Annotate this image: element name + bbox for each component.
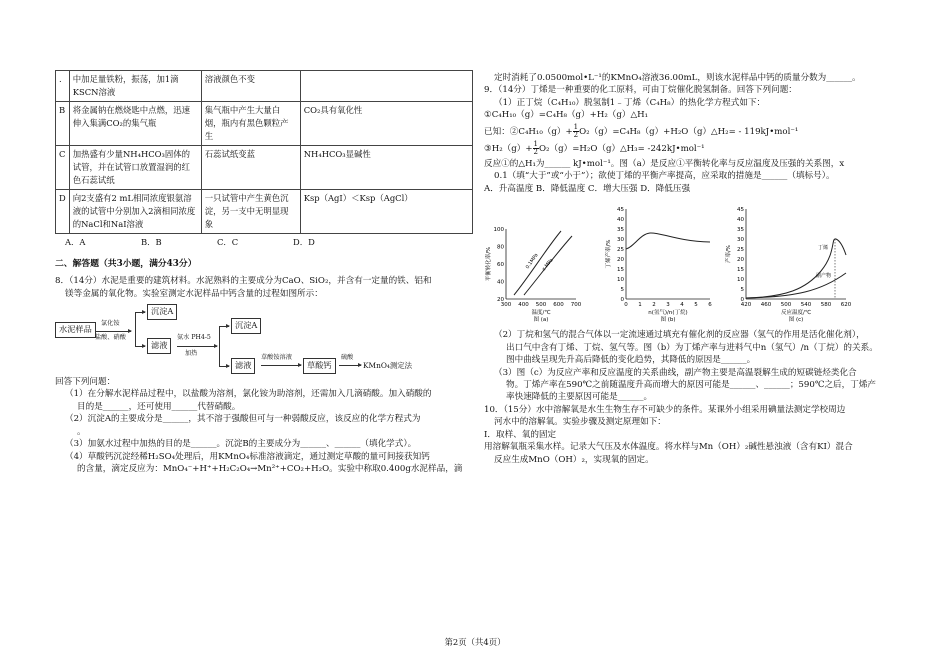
flow-precipitate-a: 沉淀A xyxy=(147,304,177,320)
q8-sub1-cont: 目的是______，还可使用______代替硝酸。 xyxy=(77,401,241,412)
q9-equation-3 xyxy=(484,141,904,156)
chart-a-y-label: 平衡转化率/% xyxy=(486,246,492,282)
q10-intro-cont: 河水中的溶解氧。实验步骤及测定原理如下： xyxy=(494,417,666,428)
q9-sub2-end: 图中曲线呈现先升高后降低的变化趋势，其降低的原因是______。 xyxy=(506,355,756,366)
eq2-pre: 已知：②C₄H₁₀（g）+ xyxy=(484,126,573,137)
chart-c-x-label: 反应温度/℃ xyxy=(780,310,812,317)
chart-a-series-1 xyxy=(514,231,561,295)
q9-equation-1: ①C₄H₁₀（g）=C₄H₈（g）+H₂（g）△H₁ xyxy=(484,110,649,121)
chart-b-y-tick: 40 xyxy=(617,217,624,224)
table-row xyxy=(56,146,473,190)
eq2-post: O₂（g）=C₄H₈（g）+H₂O（g）△H₂= - 119kJ•mol⁻¹ xyxy=(579,126,799,137)
chart-a-x-tick: 700 xyxy=(570,302,582,309)
row-phenomenon: 石蕊试纸变蓝 xyxy=(201,146,300,190)
q10-step1-title: Ⅰ．取样、氧的固定 xyxy=(484,429,557,440)
chart-c-x-tick: 540 xyxy=(800,302,812,309)
flow-label-ammonia: 氨水 PH4-5 xyxy=(177,334,211,342)
chart-b-x-tick: 0 xyxy=(624,302,628,309)
row-key: D xyxy=(56,190,70,234)
flow-arrow xyxy=(135,312,145,313)
q9-sub3: （3）图（c）为反应产率和反应温度的关系曲线，副产物主要是高温裂解生成的短碳链烃类化合 xyxy=(494,367,857,378)
chart-a-x-tick: 300 xyxy=(500,302,512,309)
row-operation: 将金属钠在燃烧匙中点燃，迅速伸入集满CO₂的集气瓶 xyxy=(69,102,201,146)
flow-label-heat: 加热 xyxy=(185,350,198,358)
chart-b-y-tick: 25 xyxy=(617,247,624,254)
flow-sample: 水泥样品 xyxy=(55,322,96,338)
chart-a-x-tick: 600 xyxy=(553,302,564,309)
choice-b[interactable]: B．B xyxy=(141,237,162,248)
q9-sub3-cont: 物。丁烯产率在590℃之前随温度升高而增大的原因可能是______、______；590℃之后，丁烯产 xyxy=(506,379,877,390)
chart-c-y-tick: 20 xyxy=(737,257,744,264)
chart-b-y-tick: 5 xyxy=(620,287,624,294)
chart-c-series-label: 丁烯 xyxy=(818,245,829,252)
q8-sub4-cont: 的含量，滴定反应为：MnO₄⁻+H⁺+H₂C₂O₄→Mn²⁺+CO₂+H₂O。实验中称取0.400g水泥样品，滴 xyxy=(77,464,463,475)
row-conclusion: Ksp（AgI）＜Ksp（AgCl） xyxy=(300,190,472,234)
chart-b-y-tick: 30 xyxy=(617,237,624,244)
chart-c-y-tick: 30 xyxy=(737,237,744,244)
choice-a[interactable]: A．A xyxy=(65,237,86,248)
flow-arrow xyxy=(219,366,229,367)
q8-sub1: （1）在分解水泥样品过程中，以盐酸为溶剂，氯化铵为助溶剂，还需加入几滴硝酸。加入硝酸的 xyxy=(65,389,432,400)
chart-a-x-label: 温度/℃ xyxy=(531,310,551,317)
table-row xyxy=(56,190,473,234)
left-column xyxy=(55,70,473,476)
flow-label-nh4cl: 氯化铵 xyxy=(101,320,120,328)
flow-calcium-oxalate: 草酸钙 xyxy=(303,358,336,374)
flow-branch xyxy=(219,326,220,366)
chart-a-y-tick: 60 xyxy=(497,262,504,269)
chart-c-y-tick: 35 xyxy=(737,227,744,234)
flow-label-oxalate: 草酸铵溶液 xyxy=(261,354,292,362)
chart-a-series-label: x MPa xyxy=(541,258,555,273)
chart-b-x-tick: 2 xyxy=(652,302,656,309)
process-flow-diagram xyxy=(55,304,473,374)
chart-c-y-tick: 5 xyxy=(740,287,744,294)
chart-b-y-label: 丁烯产率/% xyxy=(606,239,612,269)
chart-c-x-tick: 620 xyxy=(840,302,852,309)
chart-b-y-tick: 20 xyxy=(617,257,624,264)
q10-step1-text: 用溶解氧瓶采集水样。记录大气压及水体温度。将水样与Mn（OH）₂碱性悬浊液（含有KI）混合 xyxy=(484,442,853,453)
row-operation: 中加足量铁粉，振荡，加1滴KSCN溶液 xyxy=(69,71,201,102)
row-conclusion xyxy=(300,71,472,102)
q9-choices: A．升高温度 B．降低温度 C．增大压强 D．降低压强 xyxy=(484,183,691,194)
chart-a-x-tick: 500 xyxy=(535,302,547,309)
q8-sub4: （4）草酸钙沉淀经稀H₂SO₄处理后，用KMnO₄标准溶液滴定，通过测定草酸的量可间接获知钙 xyxy=(65,451,430,462)
chart-c-x-tick: 580 xyxy=(820,302,832,309)
row-conclusion: NH₄HCO₃显碱性 xyxy=(300,146,472,190)
q9-equation-2 xyxy=(484,124,904,139)
row-phenomenon: 集气瓶中产生大量白烟，瓶内有黑色颗粒产生 xyxy=(201,102,300,146)
chart-c-y-tick: 0 xyxy=(740,297,744,304)
flow-arrow xyxy=(339,365,361,366)
flow-arrow xyxy=(95,331,131,332)
frac-numerator: 1 xyxy=(533,139,539,148)
chart-a-y-tick: 20 xyxy=(497,297,504,304)
chart-c-caption: 图 (c) xyxy=(788,317,804,324)
answer-choices xyxy=(65,236,473,248)
eq3-pre: ③H₂（g）+ xyxy=(484,143,533,154)
chart-a-y-tick: 40 xyxy=(497,279,504,286)
chart-b-y-tick: 45 xyxy=(617,207,624,214)
charts-figure xyxy=(484,199,904,329)
row-key: . xyxy=(56,71,70,102)
right-column xyxy=(484,72,904,466)
page-footer: 第2页（共4页） xyxy=(444,637,506,647)
flow-arrow xyxy=(177,346,217,347)
row-operation: 加热盛有少量NH₄HCO₃固体的试管，并在试管口放置湿润的红色石蕊试纸 xyxy=(69,146,201,190)
flow-arrow xyxy=(135,346,145,347)
chart-c-series-label: 副产物 xyxy=(816,273,832,280)
chart-b-x-tick: 4 xyxy=(680,302,684,309)
chart-c-y-tick: 15 xyxy=(737,267,744,274)
chart-c-y-tick: 25 xyxy=(737,247,744,254)
frac-denominator: 2 xyxy=(573,130,579,139)
chart-c-y-tick: 10 xyxy=(737,277,744,284)
flow-label-h2so4: 硫酸 xyxy=(341,354,354,362)
q9-intro: 9．（14分）丁烯是一种重要的化工原料，可由丁烷催化脱氢制备。回答下列问题： xyxy=(484,85,797,96)
flow-arrow xyxy=(261,365,301,366)
row-phenomenon: 一只试管中产生黄色沉淀，另一支中无明显现象 xyxy=(201,190,300,234)
chart-a-caption: 图 (a) xyxy=(533,317,549,324)
chart-b-y-tick: 35 xyxy=(617,227,624,234)
row-key: B xyxy=(56,102,70,146)
q8-answer-intro: 回答下列问题： xyxy=(55,377,116,388)
flow-filtrate-1: 滤液 xyxy=(147,338,171,354)
chart-b-x-label: n(氢气)/n(丁烷) xyxy=(648,310,688,317)
q9-sub1: （1）正丁烷（C₄H₁₀）脱氢制1﹣丁烯（C₄H₈）的热化学方程式如下： xyxy=(494,97,766,108)
q9-reaction-text-cont: 0.1（填“大于”或“小于”）；欲使丁烯的平衡产率提高，应采取的措施是______（填标号）。 xyxy=(494,171,835,182)
q9-reaction-text: 反应①的△H₁为______ kJ•mol⁻¹。图（a）是反应①平衡转化率与反应温度及压强的关系图，x xyxy=(484,158,845,169)
q9-sub2: （2）丁烷和氢气的混合气体以一定流速通过填充有催化剂的反应器（氢气的作用是活化催化剂）， xyxy=(494,330,865,341)
options-table xyxy=(55,70,473,234)
q10-step1-text-cont: 反应生成MnO（OH）₂，实现氧的固定。 xyxy=(494,454,654,465)
section-title: 二、解答题（共3小题，满分43分） xyxy=(55,259,197,270)
table-row xyxy=(56,71,473,102)
chart-a-series-label: 0.1MPa xyxy=(525,253,540,271)
chart-c-y-label: 产率/% xyxy=(726,245,732,264)
choice-d[interactable]: D．D xyxy=(293,237,315,248)
chart-b-y-tick: 0 xyxy=(620,297,624,304)
chart-c-x-tick: 420 xyxy=(740,302,752,309)
q8-sub4-end: 定时消耗了0.0500mol•L⁻¹的KMnO₄溶液36.00mL，则该水泥样品中钙的质量分数为______。 xyxy=(494,73,861,83)
frac-denominator: 2 xyxy=(533,147,539,156)
table-row xyxy=(56,102,473,146)
chart-b-x-tick: 1 xyxy=(638,302,642,309)
chart-b-y-tick: 15 xyxy=(617,267,624,274)
flow-kmno4-method: KMnO₄测定法 xyxy=(363,361,413,371)
row-phenomenon: 溶液颜色不变 xyxy=(201,71,300,102)
row-key: C xyxy=(56,146,70,190)
row-operation: 向2支盛有2 mL相同浓度银氨溶液的试管中分别加入2滴相同浓度的NaCl和NaI溶液 xyxy=(69,190,201,234)
chart-a-x-tick: 400 xyxy=(518,302,529,309)
row-conclusion: CO₂具有氧化性 xyxy=(300,102,472,146)
chart-b-y-tick: 10 xyxy=(617,277,624,284)
chart-a-y-tick: 80 xyxy=(497,244,504,251)
flow-arrow xyxy=(219,326,229,327)
chart-b-caption: 图 (b) xyxy=(660,317,676,324)
flow-filtrate-2: 滤液 xyxy=(231,358,255,374)
choice-c[interactable]: C．C xyxy=(217,237,239,248)
q8-intro-cont: 镁等金属的氧化物。实验室测定水泥样品中钙含量的过程如图所示： xyxy=(65,288,323,299)
chart-b-series xyxy=(626,233,710,249)
charts-svg xyxy=(484,199,904,329)
eq3-post: O₂（g）=H₂O（g）△H₃= -242kJ•mol⁻¹ xyxy=(539,143,705,154)
chart-b-x-tick: 6 xyxy=(708,302,712,309)
chart-b-x-tick: 5 xyxy=(694,302,698,309)
flow-branch xyxy=(135,312,136,346)
flow-label-acids: 盐酸、硝酸 xyxy=(95,334,126,342)
q8-intro: 8．（14分）水泥是重要的建筑材料。水泥熟料的主要成分为CaO、SiO₂，并含有一定量的铁、铝和 xyxy=(55,276,432,287)
chart-a-y-tick: 100 xyxy=(493,227,504,234)
q8-sub2-cont: 。 xyxy=(77,426,86,437)
q8-sub2: （2）沉淀A的主要成分是______，其不溶于强酸但可与一种弱酸反应，该反应的化学方程式为 xyxy=(65,414,421,425)
q9-sub2-cont: 出口气中含有丁烯、丁烷、氢气等。图（b）为丁烯产率与进料气中n（氢气）/n（丁烷）的关系。 xyxy=(506,342,878,353)
q8-sub3: （3）加氨水过程中加热的目的是______。沉淀B的主要成分为______、______（填化学式）。 xyxy=(65,439,417,450)
chart-b-x-tick: 3 xyxy=(666,302,670,309)
chart-c-y-tick: 45 xyxy=(737,207,744,214)
q9-sub3-end: 率快速降低的主要原因可能是______。 xyxy=(506,392,653,403)
chart-c-y-tick: 40 xyxy=(737,217,744,224)
chart-c-x-tick: 460 xyxy=(760,302,772,309)
frac-numerator: 1 xyxy=(573,122,579,131)
q10-intro: 10．（15分）水中溶解氧是水生生物生存不可缺少的条件。某课外小组采用碘量法测定学校周边 xyxy=(484,404,846,415)
chart-c-x-tick: 500 xyxy=(780,302,792,309)
flow-precipitate-a2: 沉淀A xyxy=(231,318,261,334)
chart-c-series-butene xyxy=(746,239,846,298)
